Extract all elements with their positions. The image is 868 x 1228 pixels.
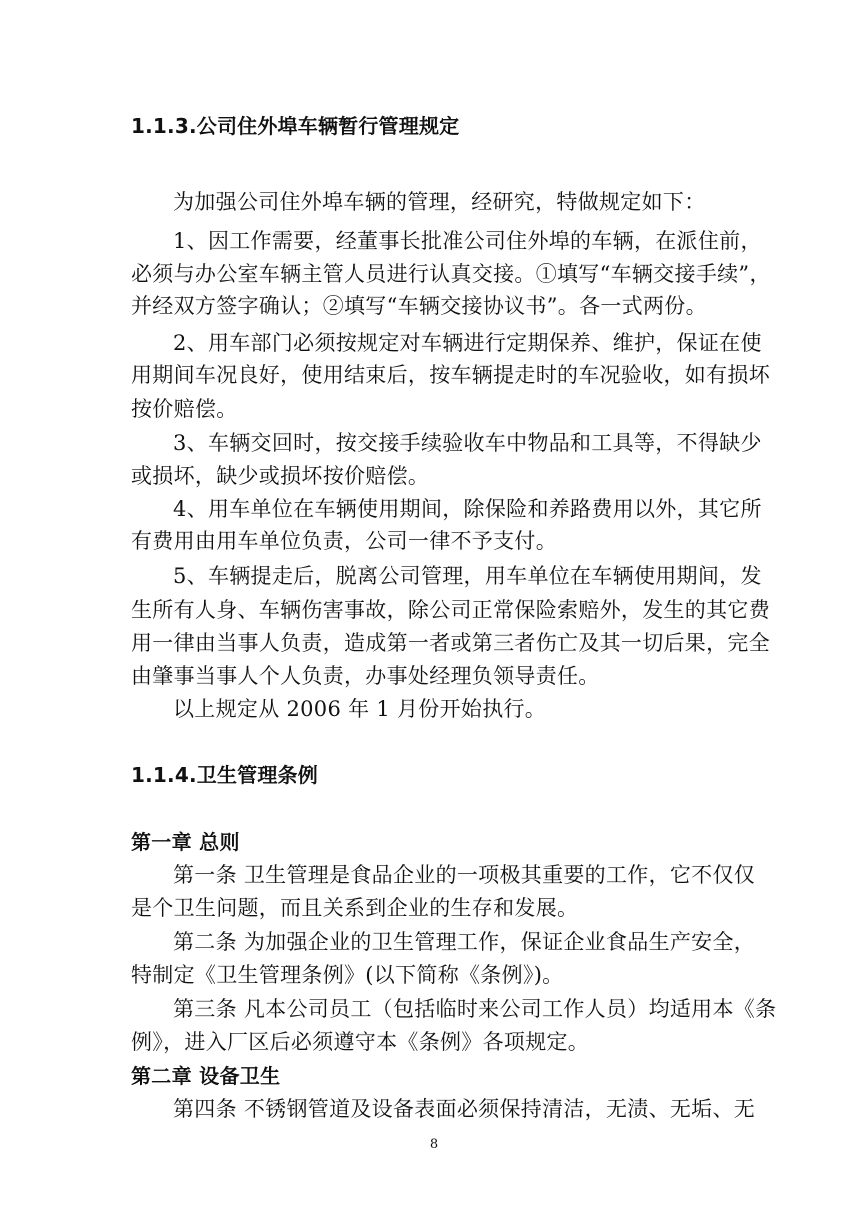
article-4-line-1: 第四条 不锈钢管道及设备表面必须保持清洁，无渍、无垢、无 [173,1097,756,1121]
section-heading-1-1-4: 1.1.4.卫生管理条例 [131,763,318,787]
item-3-line-1: 3、车辆交回时，按交接手续验收车中物品和工具等，不得缺少 [173,431,762,455]
item-2-line-3: 按价赔偿。 [131,397,238,421]
article-2-line-1: 第二条 为加强企业的卫生管理工作，保证企业食品生产安全， [173,930,756,954]
item-5-line-4: 由肇事当事人个人负责，办事处经理负领导责任。 [131,664,600,688]
effective-date-paragraph: 以上规定从 2006 年 1 月份开始执行。 [173,697,547,721]
item-1-line-3: 并经双方签字确认；②填写“车辆交接协议书”。各一式两份。 [131,294,707,318]
article-3-line-1: 第三条 凡本公司员工（包括临时来公司工作人员）均适用本《条 [173,997,777,1021]
page-number: 8 [429,1137,439,1152]
item-4-line-1: 4、用车单位在车辆使用期间，除保险和养路费用以外，其它所 [173,497,762,521]
article-3-line-2: 例》，进入厂区后必须遵守本《条例》各项规定。 [131,1030,590,1054]
item-5-line-1: 5、车辆提走后，脱离公司管理，用车单位在车辆使用期间，发 [173,564,762,588]
intro-paragraph: 为加强公司住外埠车辆的管理，经研究，特做规定如下： [173,190,706,214]
item-3-line-2: 或损坏，缺少或损坏按价赔偿。 [131,464,430,488]
chapter-2-title: 第二章 设备卫生 [131,1064,281,1088]
article-1-line-1: 第一条 卫生管理是食品企业的一项极其重要的工作，它不仅仅 [173,863,756,887]
item-2-line-1: 2、用车部门必须按规定对车辆进行定期保养、维护，保证在使 [173,331,762,355]
item-5-line-2: 生所有人身、车辆伤害事故，除公司正常保险索赔外，发生的其它费 [131,598,770,622]
article-1-line-2: 是个卫生问题，而且关系到企业的生存和发展。 [131,896,579,920]
item-1-line-2: 必须与办公室车辆主管人员进行认真交接。①填写“车辆交接手续”， [131,262,771,286]
item-5-line-3: 用一律由当事人负责，造成第一者或第三者伤亡及其一切后果，完全 [131,631,770,655]
chapter-1-title: 第一章 总则 [131,830,240,854]
item-2-line-2: 用期间车况良好，使用结束后，按车辆提走时的车况验收，如有损坏 [131,363,770,387]
section-heading-1-1-3: 1.1.3.公司住外埠车辆暂行管理规定 [131,114,460,138]
article-2-line-2: 特制定《卫生管理条例》(以下简称《条例》)。 [131,963,564,987]
item-4-line-2: 有费用由用车单位负责，公司一律不予支付。 [131,529,557,553]
item-1-line-1: 1、因工作需要，经董事长批准公司住外埠的车辆，在派住前， [173,229,762,253]
